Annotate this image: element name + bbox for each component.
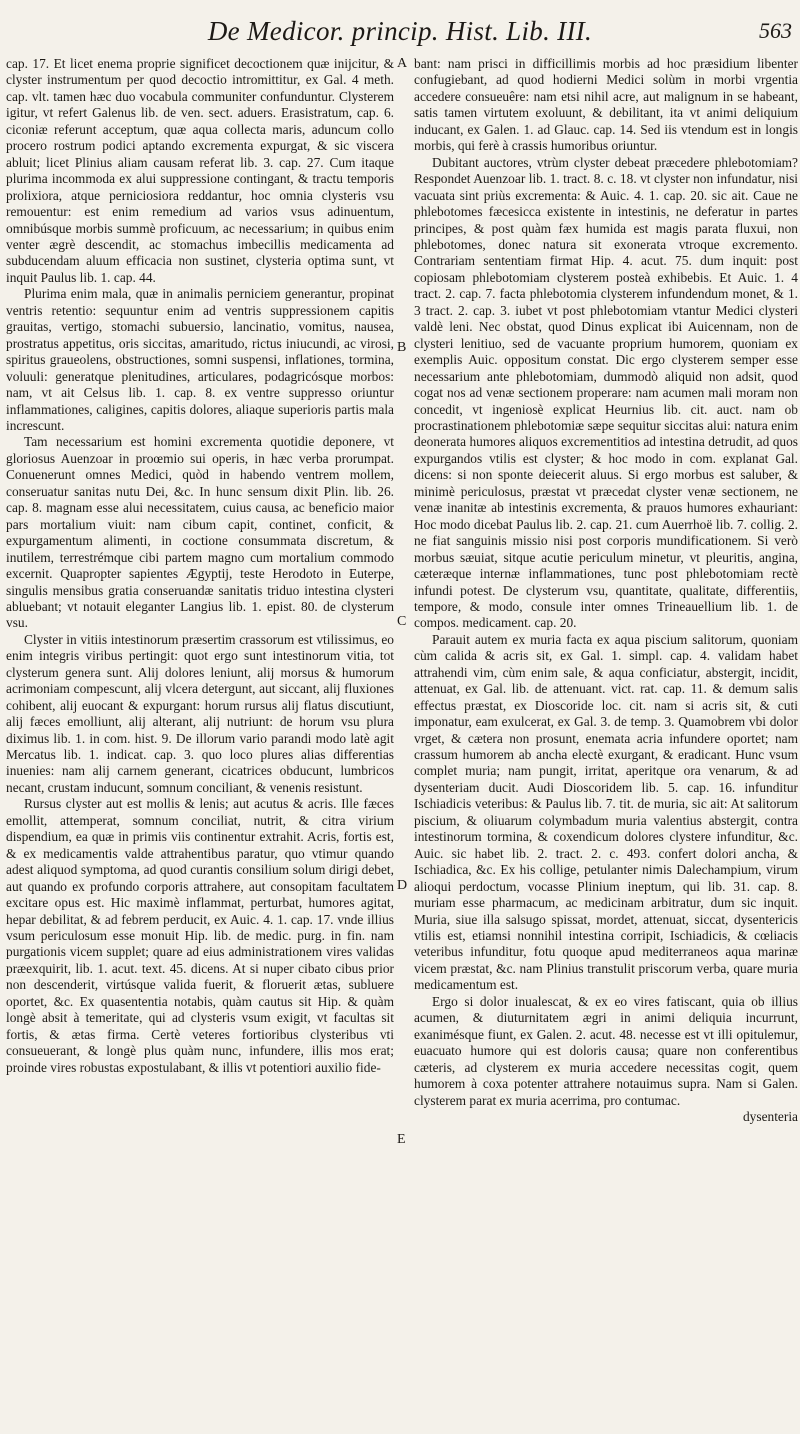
paragraph: Dubitant auctores, vtrùm clyster debeat præcedere phlebotomiam? Respondet Auenzoar lib. 1. tract. 8. c. 18. vt clyster non infundatur, nisi vacuata sint priùs excrementa: & Auic. 4. 1. cap. 20. sic ait. Caue ne phlebotomes fæcesicca existente in intestinis, ne deferatur in partes principes, & post quàm fæx humida est magis parata fluxui, non phlebotomes, donec natura sit exonerata vtroque excremento. Contrariam sententiam firmat Hip. 4. acut. 75. dum inquit: post copiosam phlebotomiam clysterem posteà exhibebis. Et Auic. 1. 4 tract. 2. cap. 7. facta phlebotomia clysterem infundendum monet, & 1. 3 tract. 2. cap. 3. iubet vt post phlebotomiam vtantur Medici clysteri valdè leni. Nec obstat, quod Dinus explicat ibi Auicennam, non de clysteri lenitiuo, sed de vacuante proprium humorem, quoniam ex exemplis Auic. oppositum constat. Dic ergo clysterem semper esse necessarium ante phlebotomiam, dummodò aliquid non adsit, quod cogat nos ad venæ sectionem properare: nam acumen mali moram non concedit, vt ingeniosè explicat Heurnius lib. cit. auct. nam ob procrastinationem phlebotomiæ sæpe sequitur siccitas alui: natura enim deonerata humores aliquos excrementitios ad intestina detrudit, ad quos expurgandos vtilis est clyster; & hoc modo in com. explanat Gal. dicens: si non sponte deiecerit aluus. Si ergo morbus est saluber, & minimè periculosus, præstat vt præcedat clyster venæ sectionem, ne venæ inanitæ ab intestinis excrementa, & prauos humores exhauriant: Hoc modo dicebat Paulus lib. 2. cap. 21. cum Auerrhoë lib. 7. collig. 2. ne fiat sanguinis missio nisi post corporis mundificationem. Si verò morbus sæuiat, sitque acutie periculum minetur, vt pleuritis, angina, cæteræque internæ inflammationes, tunc post phlebotomiam rectè infundi potest. De clysterum vsu, quantitate, qualitate, differentiis, tempore, & modo, consule inter omnes Trineauellium lib. 1. de compos. medicament. cap. 20.: [414, 154, 798, 631]
margin-letter-a: A: [397, 56, 408, 71]
catchword: dysenteria: [742, 1109, 798, 1124]
margin-letter-b: B: [397, 340, 407, 355]
paragraph: cap. 17. Et licet enema proprie significet decoctionem quæ inijcitur, & clyster instrumentum per quod decoctio intromittitur, ex Gal. 4 meth. cap. vlt. tamen hæc duo vocabula communiter confunduntur. Clysterem igitur, vt refert Galenus lib. de ven. sect. aduers. Erasistratum, cap. 6. ciconiæ referunt acceptum, quæ aqua collecta maris, aduncum collo procero rostrum podici aptando excrementa expurgat, & sic viscera abluit; licet Plinius aliam causam referat lib. 3. cap. 27. Cum itaque plurima incommoda ex alui suppressione contingant, & tractu temporis prolixiora, atque perniciosiora reddantur, hoc omnia clysteris vsu remouentur: est enim remedium ad varios vsus adinuentum, omnibúsque morbis summè proficuum, ac necessarium; in quibus enim venter ægrè descendit, ac stomachus imbecillis medicamenta ad subducendam aluum efficacia non sustinet, clysteria optima sunt, vt inquit Paulus lib. 1. cap. 44.: [6, 56, 394, 285]
page-number: 563: [759, 18, 792, 43]
margin-letter-e: E: [397, 1132, 406, 1147]
margin-letter-d: D: [397, 878, 408, 893]
paragraph: Ergo si dolor inualescat, & ex eo vires fatiscant, quia ob illius acumen, & diuturnitatem ægri in animi deliquia incurrunt, exanimésque fiunt, ex Galen. 2. acut. 48. necesse est vt illi opitulemur, euacuato humore qui est doloris causa; quare non conferentibus cæteris, ad clysterem ex muria accedere necessitas cogit, quem humorem à coxa potenter attrahere notauimus supra. Nam si Galen. clysterem parat ex muria acerrima, pro contumac.: [414, 993, 798, 1108]
right-column: [414, 56, 798, 1428]
margin-letter-c: C: [397, 614, 407, 629]
paragraph: Clyster in vitiis intestinorum præsertim crassorum est vtilissimus, eo enim integris viribus pertingit: quot ergo sunt intestinorum vitia, tot clysterum genera sunt. Alij dolores leniunt, alij morsus & humorum acrimoniam compescunt, alij vlcera detergunt, aut siccant, alij fluxiones cohibent, alij euocant & expurgant: horum rursus alij flatus discutiunt, alij fæces emolliunt, alij alterant, alij nutriunt: de horum vsu plura diximus lib. 1. in com. hist. 9. De illorum vario parandi modo latè agit Mercatus lib. 1. indicat. cap. 3. quo loco plures alias differentias inuenies: nam alij carnem generant, cicatrices obducunt, lumbricos necant, crustam inducunt, somnum conciliant, & venenis resistunt.: [6, 631, 394, 795]
left-column: [6, 56, 394, 1428]
paragraph: Rursus clyster aut est mollis & lenis; aut acutus & acris. Ille fæces emollit, attemperat, somnum conciliat, nutrit, & citra virium dispendium, ea quæ in primis viis continentur extrahit. Acris, fortis est, & ex medicamentis valde attrahentibus paratur, quo vtimur quando adest aliquod symptoma, ad quod curantis consilium solum dirigi debet, aut quando ex profundo corporis attrahere, aut consopitam facultatem excitare opus est. Hic maximè inflammat, perturbat, humores agitat, hepar debilitat, & ad febrem perducit, ex Auic. 4. 1. cap. 17. vnde illius vsum periculosum esse monuit Hip. lib. de medic. purg. in fin. nam purgationis vicem supplet; quare ad eius administrationem vires validas præexquirit, lib. 1. acut. text. 45. dicens. At si nuper cibato cibus prior non descenderit, virtúsque valida fuerit, & floruerit ætas, subluere oportet, &c. Ex quasententia notabis, quàm cautus sit Hip. & quàm longè absit à temeritate, qui ad clysteris vsum exigit, vt facultas sit fortis, & ætas firma. Certè veteres fortioribus clysteribus vti consueuerant, & longè plus quàm nunc, infundere, illis mos erat; proinde vires robustas expostulabant, & illis vt potentiori auxilio fide-: [6, 796, 394, 1075]
running-head: De Medicor. princip. Hist. Lib. III.: [207, 16, 593, 46]
paragraph: bant: nam prisci in difficillimis morbis ad hoc præsidium libenter confugiebant, ad quod hodierni Medici solùm in morbi vrgentia accedere consueuêre: nam etsi nihil acre, aut malignum in se habeant, satis tamen virtutem exoluunt, & debilitant, ita vt animi deliquium inducant, ex Galen. 1. ad Glauc. cap. 14. Sed iis vtendum est in longis morbis, qui ferè à crassis humoribus oriuntur.: [414, 56, 798, 154]
paragraph: Tam necessarium est homini excrementa quotidie deponere, vt gloriosus Auenzoar in proœmio sui operis, in hæc verba prorumpat. Conuenerunt omnes Medici, quòd in habendo ventrem mollem, conseruatur sanitas nutu Dei, &c. In hunc sensum dixit Plin. lib. 26. cap. 8. magnam esse alui necessitatem, cuius causa, ac beneficio maior pars mortalium viuit: nam cibum capit, continet, conficit, & expurgamentum alimenti, in coctione consummata discretum, & inutilem, terrestrémque cibi partem magno cum mortalium commodo excernit. Quapropter sapientes Ægyptij, teste Herodoto in Euterpe, singulis mensibus gratia conseruandæ sanitatis triduo intestina clysteri abluebant; vt notauit eleganter Langius lib. 1. epist. 80. de clysterum vsu.: [6, 434, 394, 631]
page-header: [0, 14, 800, 54]
paragraph: Parauit autem ex muria facta ex aqua piscium salitorum, quoniam cùm calida & acris sit, ex Gal. 1. simpl. cap. 4. validam habet attrahendi vim, cùm enim sale, & aqua conficiatur, abstergit, incidit, attenuat, ex Gal. lib. de attenuant. vict. rat. cap. 11. & demum salis effectus præstat, ex Dioscoride loc. cit. nam si acris sit, & cuti imponatur, eam exulcerat, ex Gal. 3. de temp. 3. Quamobrem vbi dolor vrget, & cætera non prosunt, enemata acria infundere oportet; nam crassum humorem ab ancha electè exurgant, & eradicant. Hunc vsum complet muria; nam pungit, irritat, aperitque ora venarum, & ad dysenteriam ducit. Audi Dioscoridem lib. 5. cap. 16. infunditur Ischiadicis veteribus: & Paulus lib. 7. tit. de muria, sic ait: At salitorum piscium, & oliuarum colymbadum muria valentius abstergit, contra intestinorum tormina, & coxendicum dolores clystere infunditur, &c. Auic. sic habet lib. 2. tract. 2. c. 493. confert dolori ancha, & Ischiadica, &c. Ex his collige, petulanter nimis Dalechampium, virum alioqui perdoctum, vocasse Plinium ineptum, qui lib. 31. cap. 8. muriam esse pharmacum, ac medicinam arbitratur, dum sic inquit. Muria, siue illa salsugo spissat, mordet, attenuat, siccat, dysentericis vtilis est, etiamsi nonnihil intestina corripit, Ischiadicis, & cœliacis veteribus infunditur, fotu quoque apud mediterraneos aqua marinæ vicem præstat, &c. nam Plinius transtulit priscorum verba, quare muria medicamentum est.: [414, 631, 798, 993]
paragraph: Plurima enim mala, quæ in animalis perniciem generantur, propinat ventris retentio: sequuntur enim ad ventris suppressionem capitis grauitas, vertigo, stomachi subuersio, lancinatio, vomitus, nausea, prostratus appetitus, oris siccitas, amaritudo, rictus iniucundi, ac virosi, spiritus graueolens, obstructiones, somni suspensi, inflationes, tormina, voluuli: generatque plenitudines, articulares, podagricósque morbos: nam, vt ait Celsus lib. 1. cap. 8. ex ventre suppresso oriuntur inflammationes, caligines, capitis dolores, aliaque superioris partis mala increscunt.: [6, 286, 394, 433]
